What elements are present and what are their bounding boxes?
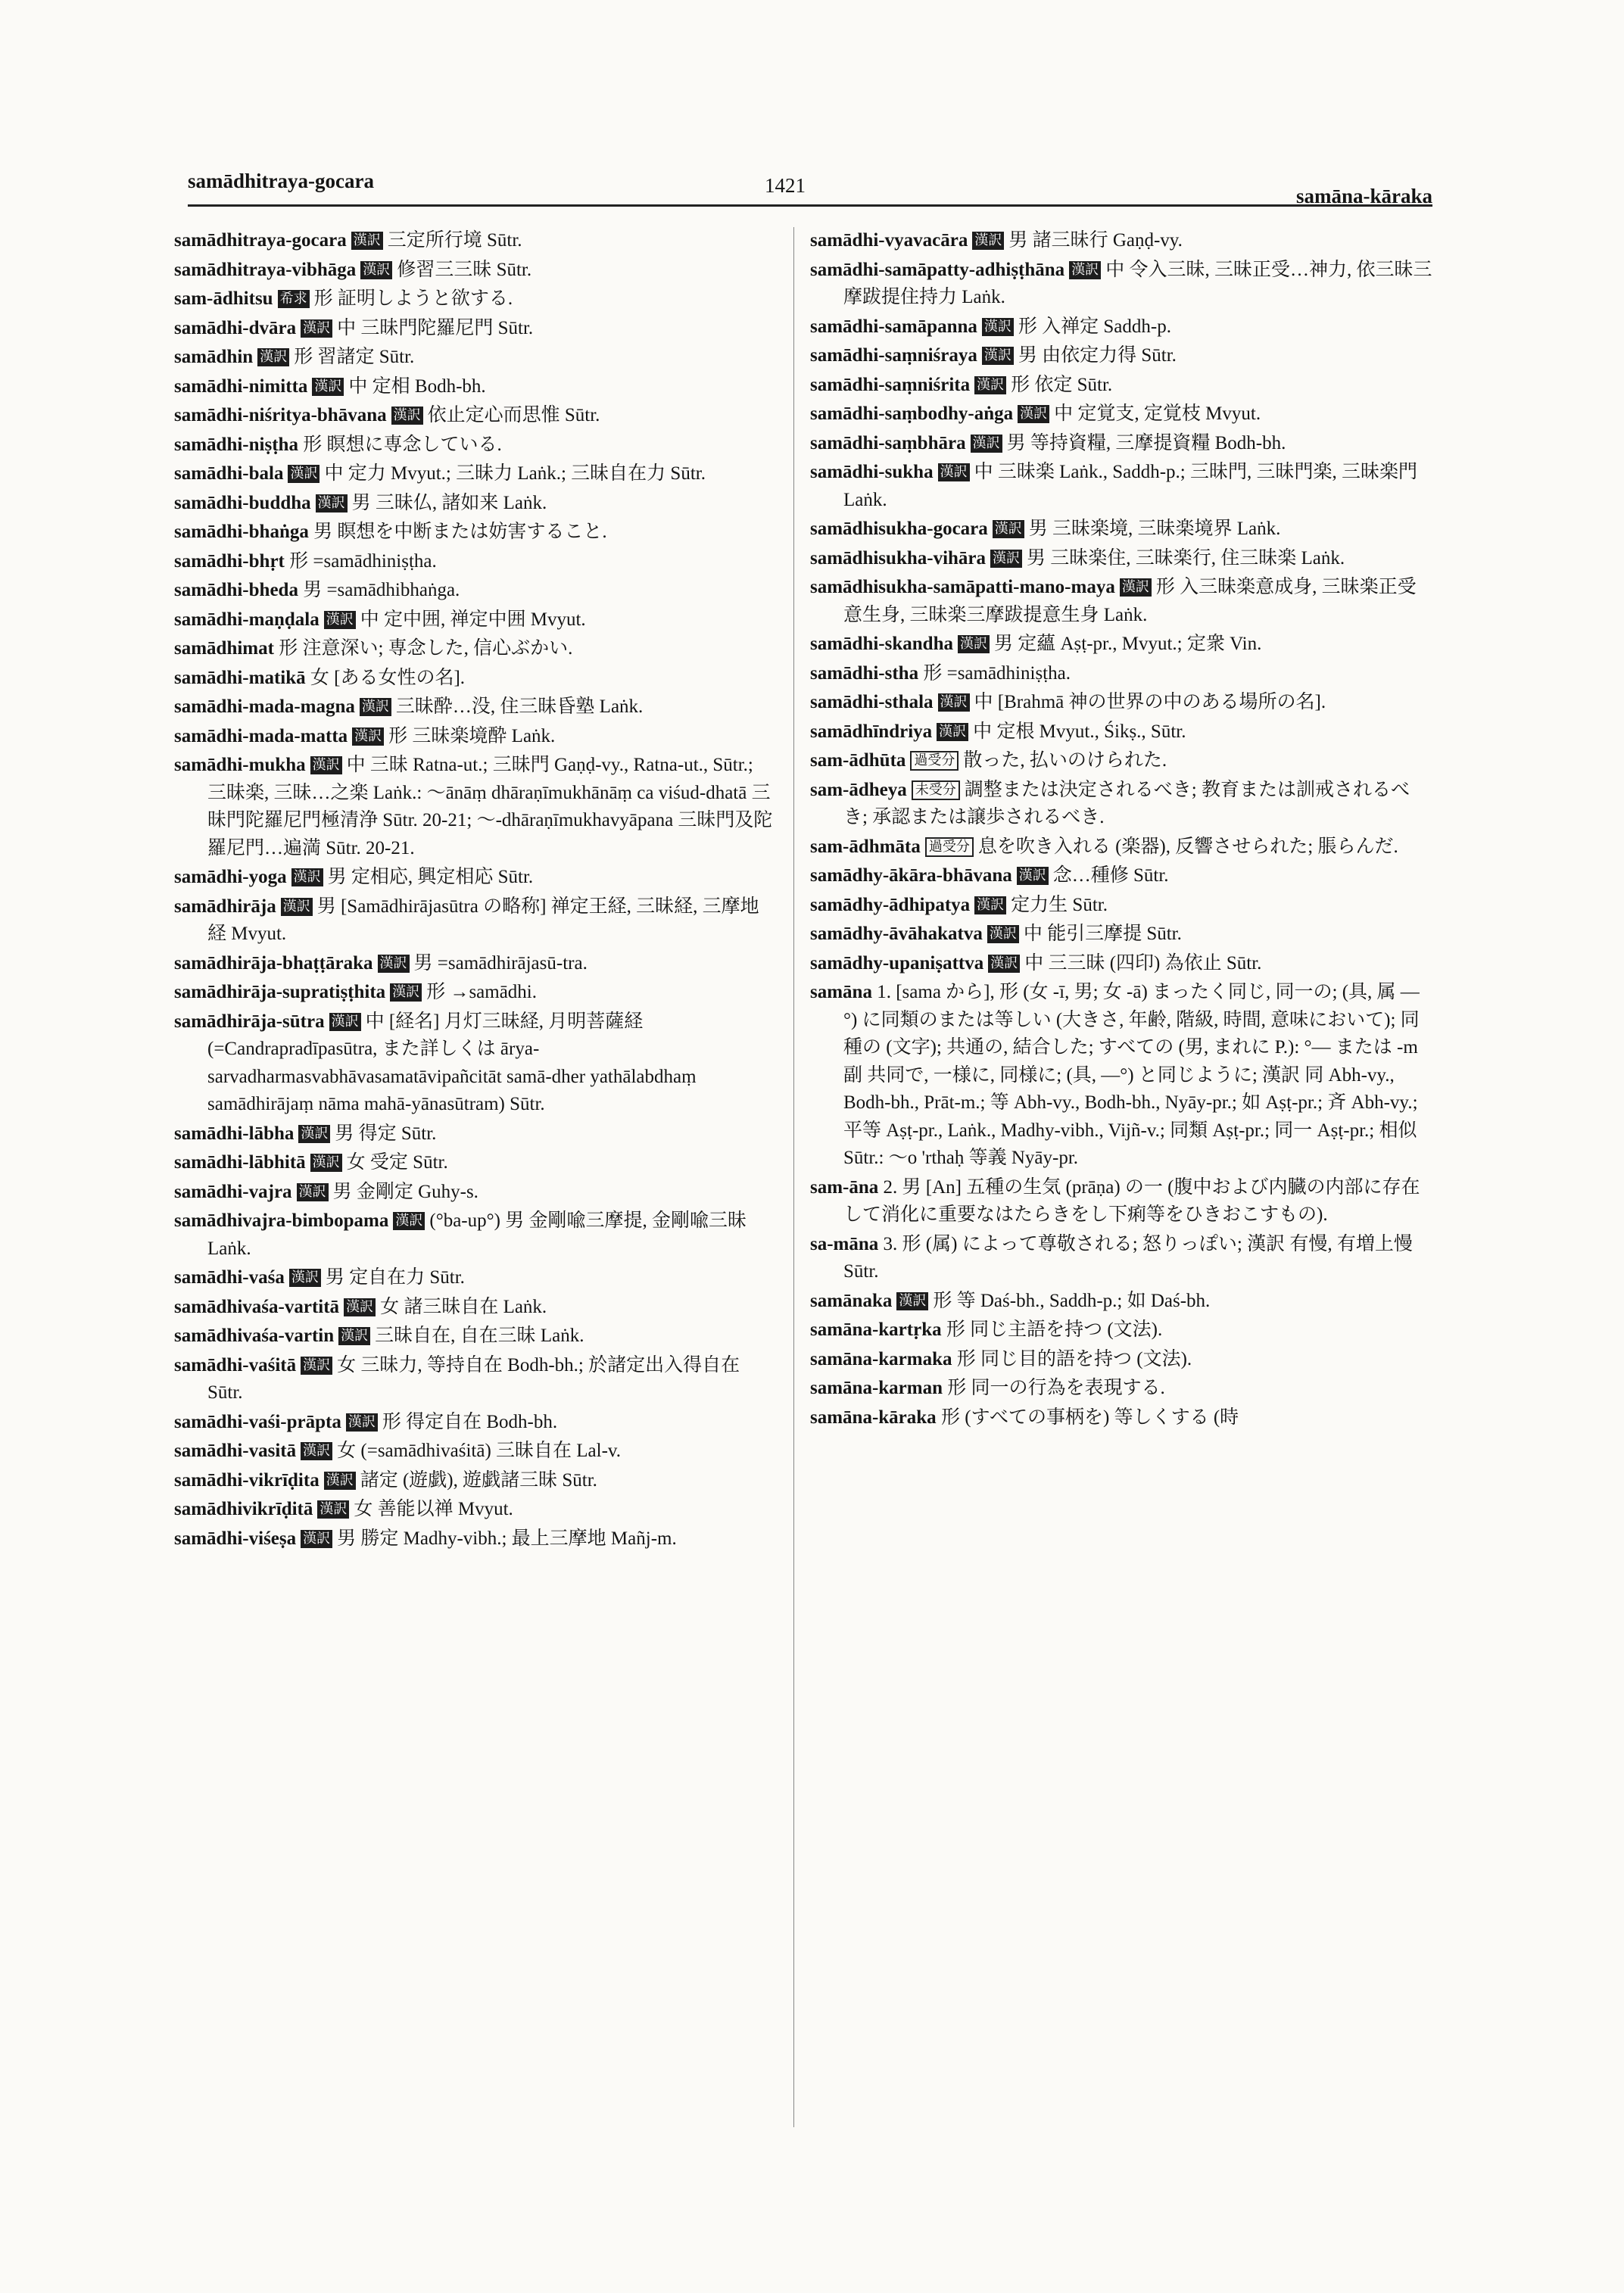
dictionary-entry	[174, 665, 776, 693]
dictionary-entry	[810, 1288, 1432, 1316]
dictionary-entry	[810, 313, 1432, 341]
headword: samādhi-sukha	[810, 462, 934, 482]
headword: samādhi-stha	[810, 662, 919, 684]
definition: 定力生 Sūtr.	[1011, 894, 1108, 915]
translation-tag: 漢訳	[993, 520, 1024, 538]
headword: samādhi-samāpatty-adhiṣṭhāna	[810, 259, 1065, 280]
dictionary-entry	[174, 950, 776, 978]
dictionary-entry	[810, 227, 1432, 255]
definition: 男 得定 Sūtr.	[335, 1123, 437, 1144]
dictionary-entry	[810, 631, 1432, 659]
definition: 男 三昧仏, 諸如来 Laṅk.	[351, 492, 547, 513]
definition: 中 令入三昧, 三昧正受…神力, 依三昧三摩跋提住持力 Laṅk.	[843, 259, 1432, 307]
definition: 三昧自在, 自在三昧 Laṅk.	[375, 1326, 584, 1346]
dictionary-entry	[174, 893, 776, 949]
dictionary-entry	[174, 693, 776, 721]
headword: samādhisukha-vihāra	[810, 547, 987, 569]
right-column	[810, 227, 1432, 1433]
dictionary-entry	[174, 1467, 776, 1495]
definition: 中 定中囲, 禅定中囲 Mvyut.	[360, 609, 586, 630]
dictionary-entry	[174, 519, 776, 547]
dictionary-entry	[174, 548, 776, 576]
definition: 形 同一の行為を表現する.	[947, 1378, 1165, 1398]
translation-tag: 漢訳	[390, 983, 422, 1002]
headword: samādhi-niśritya-bhāvana	[174, 405, 387, 425]
dictionary-entry	[174, 635, 776, 663]
definition: 男 定相応, 興定相応 Sūtr.	[327, 867, 534, 887]
dictionary-entry	[810, 516, 1432, 544]
translation-tag: 漢訳	[938, 463, 970, 481]
definition: 3. 形 (属) によって尊敬される; 怒りっぽい; 漢訳 有慢, 有増上慢 Sūtr.	[843, 1233, 1413, 1282]
dictionary-entry	[810, 1375, 1432, 1403]
definition: 形 習諸定 Sūtr.	[294, 347, 415, 367]
translation-tag: 漢訳	[324, 611, 356, 629]
headword: samādhi-bheda	[174, 580, 298, 600]
definition: 形 同じ主語を持つ (文法).	[946, 1319, 1163, 1340]
translation-tag: 漢訳	[281, 898, 313, 916]
dictionary-entry	[174, 285, 776, 313]
headword: sam-ādhitsu	[174, 288, 273, 309]
translation-tag: 漢訳	[301, 1357, 332, 1375]
definition: 形 →samādhi.	[426, 982, 538, 1002]
headword: samāna-kāraka	[810, 1407, 937, 1428]
dictionary-entry	[810, 950, 1432, 978]
translation-tag: 漢訳	[360, 261, 392, 279]
definition: 男 三昧楽境, 三昧楽境界 Laṅk.	[1028, 519, 1281, 539]
headword: samādhi-samāpanna	[810, 316, 977, 337]
translation-tag: 漢訳	[317, 1500, 349, 1519]
dictionary-entry	[174, 1496, 776, 1524]
grammar-tag: 過受分	[910, 751, 959, 771]
definition: 形 等 Daś-bh., Saddh-p.; 如 Daś-bh.	[933, 1290, 1211, 1311]
definition: 男 [Samādhirājasūtra の略称] 禅定王経, 三昧経, 三摩地経 Mvyut.	[207, 896, 759, 944]
translation-tag: 漢訳	[329, 1013, 361, 1031]
headword: samādhy-āvāhakatva	[810, 924, 983, 944]
translation-tag: 漢訳	[378, 955, 410, 973]
headword: samādhi-dvāra	[174, 317, 297, 338]
headword: samādhi-vasitā	[174, 1441, 297, 1461]
headword: samādhi-mukha	[174, 755, 306, 775]
headword: samādhi-vyavacāra	[810, 230, 968, 251]
running-head	[188, 167, 1432, 207]
translation-tag: 漢訳	[972, 232, 1004, 250]
dictionary-entry	[810, 1174, 1432, 1229]
dictionary-entry	[810, 1346, 1432, 1374]
headword: samādhi-bala	[174, 463, 284, 484]
translation-tag: 漢訳	[324, 1472, 356, 1490]
definition: 形 得定自在 Bodh-bh.	[382, 1411, 558, 1432]
headword: samādhi-lābha	[174, 1123, 295, 1144]
translation-tag: 漢訳	[974, 896, 1006, 914]
definition: 散った, 払いのけられた.	[963, 750, 1167, 771]
headword: samādhitraya-vibhāga	[174, 259, 357, 280]
translation-tag: 漢訳	[1018, 405, 1049, 423]
translation-tag: 漢訳	[938, 693, 970, 712]
translation-tag: 漢訳	[301, 1442, 332, 1460]
dictionary-entry	[174, 315, 776, 343]
header-left-guideword: samādhitraya-gocara	[188, 170, 374, 192]
translation-tag: 漢訳	[391, 407, 423, 425]
translation-tag: 漢訳	[351, 232, 383, 250]
headword: samādhīndriya	[810, 721, 933, 742]
translation-tag: 漢訳	[896, 1292, 928, 1310]
translation-tag: 漢訳	[974, 376, 1006, 394]
translation-tag: 漢訳	[312, 378, 344, 396]
headword: samādhi-bhṛt	[174, 550, 285, 572]
translation-tag: 漢訳	[990, 550, 1022, 568]
header-right-guideword: samāna-kāraka	[1295, 185, 1432, 207]
definition: 形 =samādhiniṣṭha.	[289, 550, 437, 572]
definition: 女 三昧力, 等持自在 Bodh-bh.; 於諸定出入得自在 Sūtr.	[207, 1354, 740, 1403]
headword: samāna-karmaka	[810, 1348, 952, 1369]
dictionary-entry	[810, 718, 1432, 746]
definition: 女 [ある女性の名].	[310, 667, 466, 688]
headword: samādhi-bhaṅga	[174, 522, 309, 542]
definition: 女 善能以禅 Mvyut.	[354, 1499, 513, 1519]
dictionary-entry	[174, 864, 776, 892]
dictionary-entry	[810, 574, 1432, 629]
dictionary-entry	[174, 1525, 776, 1553]
headword: samādhi-vaśi-prāpta	[174, 1411, 341, 1432]
dictionary-entry	[810, 459, 1432, 514]
headword: sa-māna	[810, 1233, 879, 1254]
translation-tag: 漢訳	[316, 494, 348, 512]
grammar-tag: 未受分	[912, 780, 960, 800]
headword: samādhi-skandha	[810, 634, 953, 654]
dictionary-entry	[810, 660, 1432, 688]
headword: samādhy-ādhipatya	[810, 894, 971, 915]
dictionary-entry	[174, 1207, 776, 1263]
headword: samādhy-upaniṣattva	[810, 952, 984, 974]
headword: samādhi-maṇḍala	[174, 609, 320, 630]
definition: 中 定覚支, 定覚枝 Mvyut.	[1054, 403, 1261, 424]
headword: samānaka	[810, 1290, 893, 1311]
definition: 三昧酔…没, 住三昧昏塾 Laṅk.	[395, 696, 644, 717]
definition: 形 三昧楽境酔 Laṅk.	[388, 725, 556, 746]
translation-tag: 漢訳	[310, 1154, 342, 1172]
translation-tag: 漢訳	[937, 723, 968, 741]
translation-tag: 漢訳	[982, 347, 1014, 365]
dictionary-entry	[174, 1438, 776, 1466]
translation-tag: 漢訳	[346, 1413, 378, 1432]
headword: samādhivaśa-vartitā	[174, 1296, 340, 1317]
headword: samāna-kartṛka	[810, 1319, 942, 1340]
translation-tag: 漢訳	[297, 1183, 329, 1201]
translation-tag: 漢訳	[344, 1298, 376, 1316]
dictionary-entry	[174, 1179, 776, 1207]
headword: samādhi-niṣṭha	[174, 434, 298, 455]
definition: 男 =samādhirājasū-tra.	[413, 952, 588, 974]
headword: samāna	[810, 982, 872, 1002]
headword: samādhy-ākāra-bhāvana	[810, 865, 1012, 886]
dictionary-entry	[174, 227, 776, 255]
definition: 息を吹き入れる (楽器), 反響させられた; 脹らんだ.	[977, 836, 1398, 857]
headword: samādhi-saṃniśrita	[810, 374, 971, 395]
dictionary-entry	[174, 402, 776, 430]
headword: samādhi-viśeṣa	[174, 1528, 297, 1549]
dictionary-entry	[810, 833, 1432, 861]
dictionary-entry	[810, 1316, 1432, 1344]
definition: 1. [sama から], 形 (女 -ī, 男; 女 -ā) まったく同じ, 同一の; (具, 属 —°) に同類のまたは等しい (大きさ, 年齢, 階級, 時間, 意味において); 同種の (文字); 共通の, 結合した; すべての (男, まれに P.): °— または -m 副 共同で, 一様に, 同様に; (具, —°) と同じように; 漢訳 同 Abh-vy., Bodh-bh., Prāt-m.; 等 Abh-vy., Bodh-bh., Nyāy-pr.; 如 Aṣṭ-pr.; 斉 Abh-vy.; 平等 Aṣṭ-pr., Laṅk., Madhy-vibh., Vijñ-v.; 同類 Aṣṭ-pr.; 同一 Aṣṭ-pr.; 相似 Sūtr.: ～o 'rthaḥ 等義 Nyāy-pr.	[843, 982, 1420, 1168]
grammar-tag: 過受分	[925, 837, 974, 857]
dictionary-entry	[174, 979, 776, 1007]
definition: 形 注意深い; 専念した, 信心ぶかい.	[279, 638, 573, 659]
dictionary-entry	[174, 373, 776, 401]
definition: 女 受定 Sūtr.	[346, 1152, 448, 1173]
translation-tag: 漢訳	[288, 465, 320, 483]
dictionary-entry	[174, 490, 776, 518]
dictionary-entry	[174, 1294, 776, 1322]
headword: samādhi-mada-magna	[174, 696, 355, 717]
definition: 男 諸三昧行 Gaṇḍ-vy.	[1008, 230, 1183, 251]
definition: 中 定根 Mvyut., Śikṣ., Sūtr.	[973, 721, 1186, 742]
headword: sam-āna	[810, 1176, 879, 1198]
definition: 男 等持資糧, 三摩提資糧 Bodh-bh.	[1006, 432, 1286, 453]
headword: samādhirāja-bhaṭṭāraka	[174, 952, 373, 974]
definition: 中 定力 Mvyut.; 三昧力 Laṅk.; 三昧自在力 Sūtr.	[324, 463, 706, 484]
definition: 調整または決定されるべき; 教育または訓戒されるべき; 承認または譲歩されるべき.	[843, 779, 1410, 827]
definition: 修習三三昧 Sūtr.	[397, 259, 532, 280]
translation-tag: 漢訳	[958, 635, 990, 653]
headword: samādhi-vajra	[174, 1181, 292, 1202]
translation-tag: 漢訳	[1069, 261, 1101, 279]
definition: 中 [経名] 月灯三昧経, 月明菩薩経 (=Candrapradīpasūtra, また詳しくは ārya-sarvadharmasvabhāvasamatāvipañcitāt samā-dher yathālabdhaṃ samādhirājaṃ nāma mahā-yānasūtram) Sūtr.	[207, 1011, 697, 1114]
definition: 形 入三昧楽意成身, 三昧楽正受意生身, 三昧楽三摩跋提意生身 Laṅk.	[843, 577, 1417, 625]
headword: samādhisukha-gocara	[810, 519, 988, 539]
translation-tag: 漢訳	[393, 1212, 425, 1230]
definition: 男 定自在力 Sūtr.	[325, 1267, 465, 1288]
dictionary-entry	[810, 689, 1432, 717]
definition: 中 能引三摩提 Sūtr.	[1023, 924, 1182, 944]
dictionary-entry	[174, 344, 776, 372]
translation-tag: 漢訳	[982, 318, 1014, 336]
dictionary-entry	[174, 431, 776, 460]
definition: 2. 男 [An] 五種の生気 (prāṇa) の一 (腹中および内臓の内部に存在して消化に重要なはたらきをし下痢等をひきおこすもの).	[843, 1176, 1420, 1225]
headword: samādhirāja-supratiṣṭhita	[174, 982, 386, 1002]
dictionary-entry	[174, 577, 776, 605]
translation-tag: 漢訳	[352, 727, 384, 746]
headword: samādhi-vaśa	[174, 1267, 285, 1288]
headword: sam-ādheya	[810, 779, 907, 800]
dictionary-entry	[810, 372, 1432, 400]
definition: 中 定相 Bodh-bh.	[348, 375, 486, 397]
translation-tag: 漢訳	[301, 1530, 332, 1548]
dictionary-entry	[174, 723, 776, 751]
definition: 中 [Brahmā 神の世界の中のある場所の名].	[974, 692, 1326, 712]
headword: sam-ādhūta	[810, 750, 906, 771]
translation-tag: 漢訳	[1120, 578, 1152, 597]
definition: 三定所行境 Sūtr.	[387, 230, 522, 251]
translation-tag: 漢訳	[301, 319, 332, 338]
definition: 中 三昧楽 Laṅk., Saddh-p.; 三昧門, 三昧門楽, 三昧楽門 Laṅk.	[843, 462, 1417, 510]
definition: 男 =samādhibhaṅga.	[303, 580, 460, 600]
headword: samādhi-vikrīḍita	[174, 1469, 320, 1491]
headword: samādhivaśa-vartin	[174, 1326, 335, 1346]
translation-tag: 漢訳	[1017, 867, 1049, 885]
headword: samādhi-sthala	[810, 692, 934, 712]
definition: 形 依定 Sūtr.	[1011, 374, 1113, 395]
dictionary-entry	[174, 606, 776, 634]
headword: samādhivikrīḍitā	[174, 1499, 313, 1519]
headword: samādhi-mada-matta	[174, 725, 348, 746]
headword: samādhin	[174, 347, 254, 367]
headword: samādhivajra-bimbopama	[174, 1210, 389, 1231]
dictionary-entry	[174, 1264, 776, 1292]
definition: 念…種修 Sūtr.	[1052, 865, 1169, 886]
headword: samādhi-saṃbodhy-aṅga	[810, 403, 1014, 424]
headword: samādhi-buddha	[174, 492, 311, 513]
headword: samādhi-lābhitā	[174, 1152, 306, 1173]
definition: 女 (=samādhivaśitā) 三昧自在 Lal-v.	[337, 1441, 622, 1461]
headword: samādhirāja	[174, 896, 276, 917]
translation-tag: 漢訳	[338, 1327, 370, 1345]
definition: 形 証明しようと欲する.	[313, 288, 513, 309]
dictionary-entry	[810, 921, 1432, 949]
definition: 男 金剛定 Guhy-s.	[332, 1181, 478, 1202]
dictionary-entry	[810, 979, 1432, 1173]
definition: (°ba-up°) 男 金剛喩三摩提, 金剛喩三昧 Laṅk.	[207, 1210, 747, 1259]
left-column	[174, 227, 776, 1554]
definition: 中 三昧門陀羅尼門 Sūtr.	[337, 317, 534, 338]
definition: 女 諸三昧自在 Laṅk.	[380, 1296, 547, 1317]
translation-tag: 漢訳	[310, 756, 342, 774]
definition: 中 三昧 Ratna-ut.; 三昧門 Gaṇḍ-vy., Ratna-ut., Sūtr.; 三昧楽, 三昧…之楽 Laṅk.: ～ānāṃ dhāraṇīmukhānāṃ ca viśud-dhatā 三昧門陀羅尼門極清浄 Sūtr. 20-21; ～-dhāraṇīmukhavyāpana 三昧門及陀羅尼門…遍満 Sūtr. 20-21.	[207, 755, 773, 858]
translation-tag: 漢訳	[987, 925, 1019, 943]
definition: 男 定蘊 Aṣṭ-pr., Mvyut.; 定衆 Vin.	[993, 634, 1262, 654]
dictionary-entry	[174, 1149, 776, 1177]
dictionary-entry	[810, 430, 1432, 458]
dictionary-entry	[174, 1120, 776, 1148]
definition: 形 瞑想に専念している.	[303, 434, 502, 455]
definition: 男 瞑想を中断または妨害すること.	[313, 522, 607, 542]
headword: sam-ādhmāta	[810, 836, 921, 857]
dictionary-entry	[810, 747, 1432, 775]
dictionary-entry	[810, 342, 1432, 370]
dictionary-entry	[174, 1352, 776, 1407]
translation-tag: 漢訳	[289, 1269, 321, 1287]
headword: samādhi-nimitta	[174, 375, 308, 397]
headword: samādhi-matikā	[174, 667, 306, 688]
dictionary-entry	[810, 892, 1432, 920]
definition: 男 由依定力得 Sūtr.	[1018, 345, 1177, 366]
definition: 諸定 (遊戯), 遊戯諸三昧 Sūtr.	[360, 1469, 597, 1491]
dictionary-entry	[810, 400, 1432, 428]
definition: 依止定心而思惟 Sūtr.	[427, 405, 600, 425]
definition: 中 三三昧 (四印) 為依止 Sūtr.	[1024, 952, 1262, 974]
dictionary-entry	[810, 257, 1432, 312]
column-divider	[793, 227, 794, 2127]
dictionary-entry	[810, 1404, 1432, 1432]
translation-tag: 漢訳	[971, 435, 1002, 453]
dictionary-entry	[810, 545, 1432, 573]
dictionary-entry	[174, 752, 776, 862]
headword: samāna-karman	[810, 1378, 943, 1398]
definition: 形 (すべての事柄を) 等しくする (時	[940, 1407, 1239, 1428]
translation-tag: 漢訳	[257, 348, 289, 366]
translation-tag: 漢訳	[291, 868, 323, 886]
headword: samādhitraya-gocara	[174, 230, 347, 251]
definition: 形 同じ目的語を持つ (文法).	[956, 1348, 1192, 1369]
page-number: 1421	[765, 174, 806, 197]
dictionary-entry	[174, 1008, 776, 1119]
dictionary-entry	[174, 1323, 776, 1351]
definition: 形 入禅定 Saddh-p.	[1018, 316, 1171, 337]
headword: samādhirāja-sūtra	[174, 1011, 325, 1032]
headword: samādhi-saṃniśraya	[810, 345, 977, 366]
headword: samādhi-saṃbhāra	[810, 432, 966, 453]
dictionary-entry	[174, 1409, 776, 1437]
definition: 男 勝定 Madhy-vibh.; 最上三摩地 Mañj-m.	[337, 1528, 677, 1549]
dictionary-entry	[810, 1231, 1432, 1286]
headword: samādhisukha-samāpatti-mano-maya	[810, 577, 1115, 597]
definition: 形 =samādhiniṣṭha.	[923, 662, 1071, 684]
headword: samādhi-yoga	[174, 867, 287, 887]
translation-tag: 漢訳	[298, 1125, 330, 1143]
translation-tag: 漢訳	[988, 955, 1020, 973]
headword: samādhi-vaśitā	[174, 1354, 297, 1375]
definition: 男 三昧楽住, 三昧楽行, 住三昧楽 Laṅk.	[1027, 547, 1345, 569]
dictionary-entry	[174, 460, 776, 488]
dictionary-entry	[810, 777, 1432, 832]
dictionary-entry	[810, 862, 1432, 890]
translation-tag: 漢訳	[360, 698, 391, 716]
headword: samādhimat	[174, 638, 274, 659]
dictionary-entry	[174, 257, 776, 285]
translation-tag: 希求	[278, 290, 310, 308]
